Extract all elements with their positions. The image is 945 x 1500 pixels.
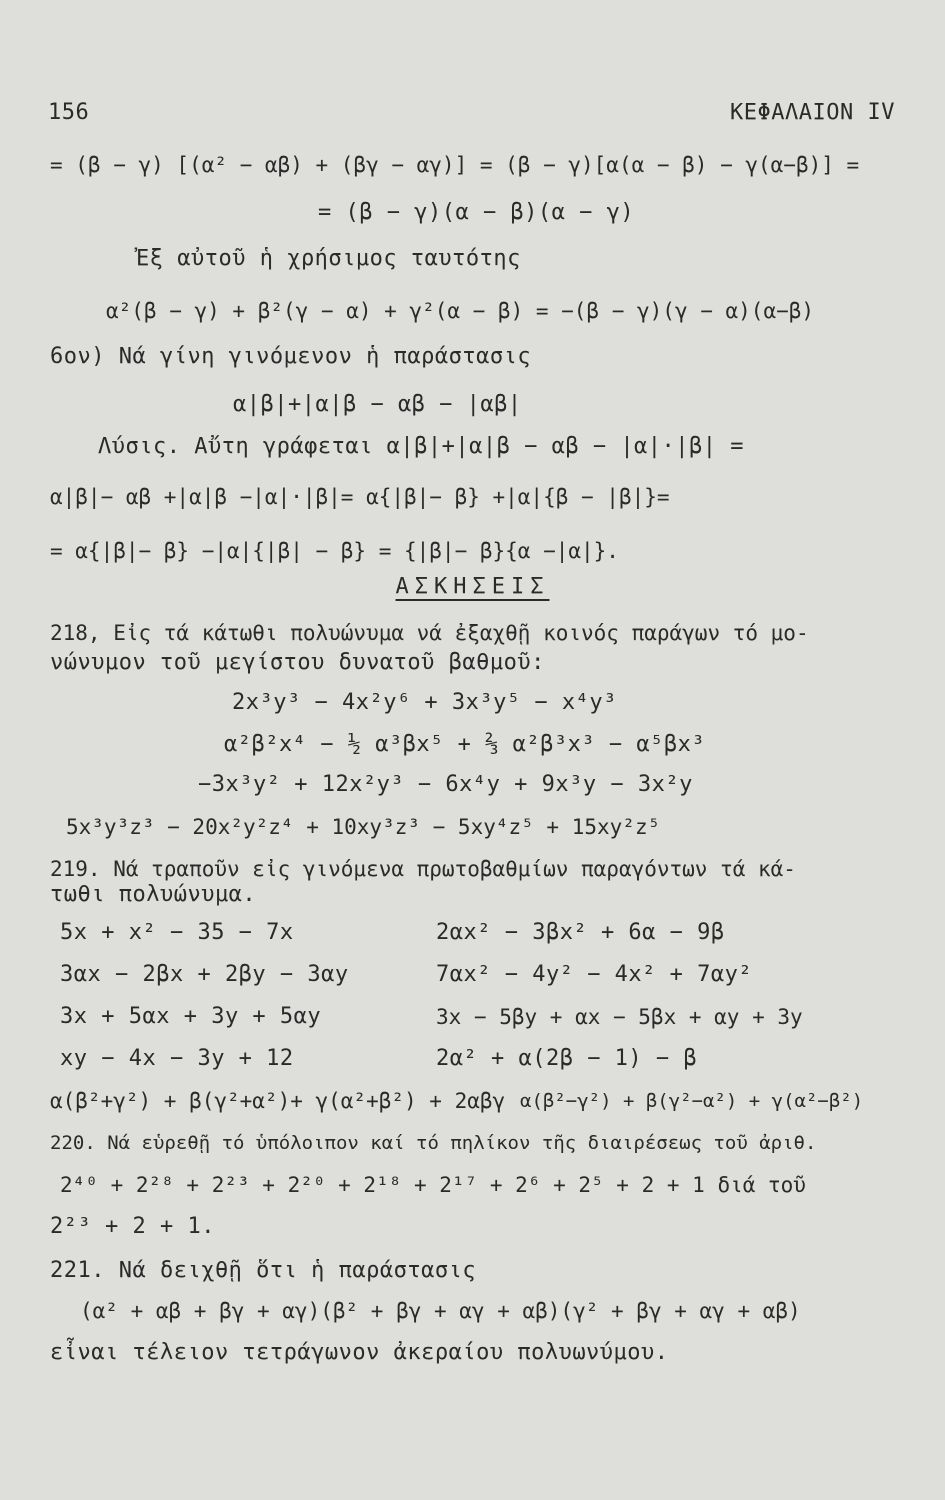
exercises-heading: ΑΣΚΗΣΕΙΣ [395,574,550,599]
polynomial-219-right-4: 2α² + α(2β − 1) − β [436,1046,698,1071]
polynomial-219-left-5: α(β²+γ²) + β(γ²+α²)+ γ(α²+β²) + 2αβγ [50,1089,506,1113]
exercise-219-line-2: τωθι πολυώνυμα. [50,882,257,907]
exercise-220-line-2: 2⁴⁰ + 2²⁸ + 2²³ + 2²⁰ + 2¹⁸ + 2¹⁷ + 2⁶ + 2⁵ + 2 + 1 διά τοῦ [60,1173,806,1197]
polynomial-219-right-2: 7αx² − 4y² − 4x² + 7αy² [436,962,753,987]
chapter-title: ΚΕΦΑΛΑΙΟΝ IV [730,100,895,125]
polynomial-219-left-3: 3x + 5αx + 3y + 5αy [60,1004,322,1029]
exercise-220-line-3: 2²³ + 2 + 1. [50,1214,215,1239]
polynomial-218-1: 2x³y³ − 4x²y⁶ + 3x³y⁵ − x⁴y³ [232,690,617,715]
derivation-line-2: = (β − γ)(α − β)(α − γ) [318,200,635,225]
page-number: 156 [48,100,90,125]
exercise-221-line-2: (α² + αβ + βγ + αγ)(β² + βγ + αγ + αβ)(γ² + βγ + αγ + αβ) [80,1299,801,1323]
polynomial-219-left-1: 5x + x² − 35 − 7x [60,920,294,945]
polynomial-218-3: −3x³y² + 12x²y³ − 6x⁴y + 9x³y − 3x²y [198,772,693,797]
exercise-221-line-3: εἶναι τέλειον τετράγωνον ἀκεραίου πολυωνύμου. [50,1340,669,1365]
exercise-220-line-1: 220. Νά εὑρεθῇ τό ὑπόλοιπον καί τό πηλίκον τῆς διαιρέσεως τοῦ ἀριθ. [50,1132,817,1154]
polynomial-218-2: α²β²x⁴ − ½ α³βx⁵ + ⅔ α²β³x³ − α⁵βx³ [224,732,706,757]
exercise-221-line-1: 221. Νά δειχθῇ ὅτι ἡ παράστασις [50,1258,477,1283]
identity-formula: α²(β − γ) + β²(γ − α) + γ²(α − β) = −(β − γ)(γ − α)(α−β) [106,299,815,323]
solution-line-1: Λύσις. Αὔτη γράφεται α|β|+|α|β − αβ − |α|·|β| = [98,434,745,459]
solution-line-3: = α{|β|− β} −|α|{|β| − β} = {|β|− β}{α −|α|}. [50,539,619,563]
solution-line-2: α|β|− αβ +|α|β −|α|·|β|= α{|β|− β} +|α|{β − |β|}= [50,485,670,509]
identity-intro: Ἐξ αὐτοῦ ἡ χρήσιμος ταυτότης [136,246,521,271]
item-6-expression: α|β|+|α|β − αβ − |αβ| [233,392,522,417]
polynomial-219-left-4: xy − 4x − 3y + 12 [60,1046,294,1071]
polynomial-219-right-5: α(β²−γ²) + β(γ²−α²) + γ(α²−β²) [520,1090,864,1112]
exercise-219-line-1: 219. Νά τραποῦν εἰς γινόμενα πρωτοβαθμίων παραγόντων τά κά- [50,857,796,881]
exercise-218-line-1: 218, Εἰς τά κάτωθι πολυώνυμα νά ἐξαχθῇ κοινός παράγων τό μο- [50,621,809,645]
polynomial-219-right-1: 2αx² − 3βx² + 6α − 9β [436,920,725,945]
derivation-line-1: = (β − γ) [(α² − αβ) + (βγ − αγ)] = (β − γ)[α(α − β) − γ(α−β)] = [50,153,860,177]
exercise-218-line-2: νώνυμον τοῦ μεγίστου δυνατοῦ βαθμοῦ: [50,650,545,675]
item-6-statement: 6ον) Νά γίνη γινόμενον ἡ παράστασις [50,344,532,369]
polynomial-219-left-2: 3αx − 2βx + 2βy − 3αy [60,962,349,987]
polynomial-218-4: 5x³y³z³ − 20x²y²z⁴ + 10xy³z³ − 5xy⁴z⁵ + 15xy²z⁵ [66,815,661,839]
polynomial-219-right-3: 3x − 5βy + αx − 5βx + αy + 3y [436,1005,803,1029]
